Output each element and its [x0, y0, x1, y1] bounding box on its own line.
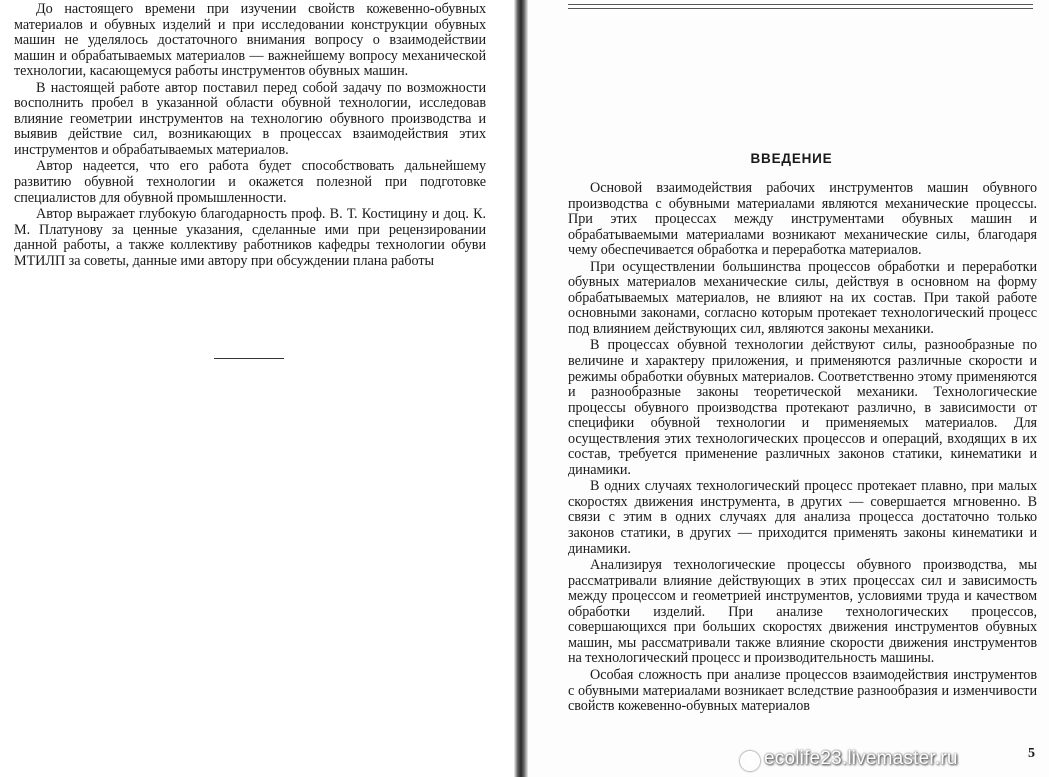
left-paragraph-1: До настоящего времени при изучении свойств кожевенно-обувных материалов и обувных изделий и при исследовании конструкции обувных машин не уделялось достаточного внимания вопросу о взаимодействии машин и обрабатываемых материалов — важнейшему вопросу механической технологии, касающемуся работы инструментов обувных машин. — [14, 1, 486, 80]
right-paragraph-3: В процессах обувной технологии действуют силы, разнообразные по величине и характеру приложения, и применяются различные скорости и режимы обработки обувных материалов. Соответственно этому применяются и разнообразные законы теоретической механики. Технологические процессы обувного производства протекают различно, в зависимости от специфики обувной технологии и применяемых материалов. Для осуществления этих технологических процессов и операций, входящих в их состав, требуется применение различных законов статики, кинематики и динамики. — [568, 337, 1037, 478]
watermark-text: ecolife23.livemaster.ru — [764, 748, 958, 769]
left-page — [0, 0, 514, 777]
left-page-text — [14, 2, 486, 269]
left-paragraph-3: Автор надеется, что его работа будет способствовать дальнейшему развитию обувной технологии и окажется полезной при подготовке специалистов для обувной промышленности. — [14, 158, 486, 206]
right-paragraph-5: Анализируя технологические процессы обувного производства, мы рассматривали влияние действующих в этих процессах сил и зависимость между процессом и геометрией инструментов, условиями труда и качеством обработки изделий. При анализе технологических процессов, совершающихся при больших скоростях движения инструментов обувных машин, мы рассматривали также влияние скорости движения инструментов на технологический процесс и производительность машины. — [568, 557, 1037, 667]
right-paragraph-6: Особая сложность при анализе процессов взаимодействия инструментов с обувными материалами возникает вследствие разнообразия и изменчивости свойств кожевенно-обувных материалов — [568, 666, 1037, 715]
right-paragraph-4: В одних случаях технологический процесс протекает плавно, при малых скоростях движения инструмента, в других — совершается мгновенно. В связи с этим в одних случаях для анализа процесса достаточно только законов статики, в других — приходится применять законы кинематики и динамики. — [568, 478, 1037, 557]
right-page-text — [568, 181, 1037, 715]
right-paragraph-2: При осуществлении большинства процессов обработки и переработки обувных материалов механические силы, действуя в основном на форму обрабатываемых материалов, не влияют на их состав. При такой работе основными законами, согласно которым протекает технологический процесс под влиянием действующих сил, являются законы механики. — [568, 258, 1037, 337]
left-paragraph-4: Автор выражает глубокую благодарность проф. В. Т. Костицину и доц. К. М. Платунову за ценные указания, сделанные ими при рецензировании данной работы, а также коллективу работников кафедры технологии обуви МТИЛП за советы, данные ими автору при обсуждении плана работы — [14, 206, 486, 269]
book-spine-gutter — [514, 0, 528, 777]
top-double-rule — [568, 4, 1033, 9]
right-page — [528, 0, 1049, 777]
end-separator-rule — [214, 358, 284, 359]
right-paragraph-1: Основой взаимодействия рабочих инструментов машин обувного производства с обувными материалами являются механические процессы. При этих процессах между инструментами обувных машин и обрабатываемыми материалами возникают механические силы, благодаря чему обеспечивается обработка и переработка материалов. — [568, 180, 1037, 259]
watermark-logo-icon — [740, 751, 760, 771]
left-paragraph-2: В настоящей работе автор поставил перед собой задачу по возможности восполнить пробел в указанной области обувной технологии, исследовав влияние геометрии инструментов на технологию обувного производства и выявив действие сил, возникающих в процессах взаимодействия этих инструментов и обрабатываемых материалов. — [14, 79, 486, 158]
chapter-heading: ВВЕДЕНИЕ — [750, 151, 833, 166]
page-number: 5 — [1028, 746, 1035, 761]
